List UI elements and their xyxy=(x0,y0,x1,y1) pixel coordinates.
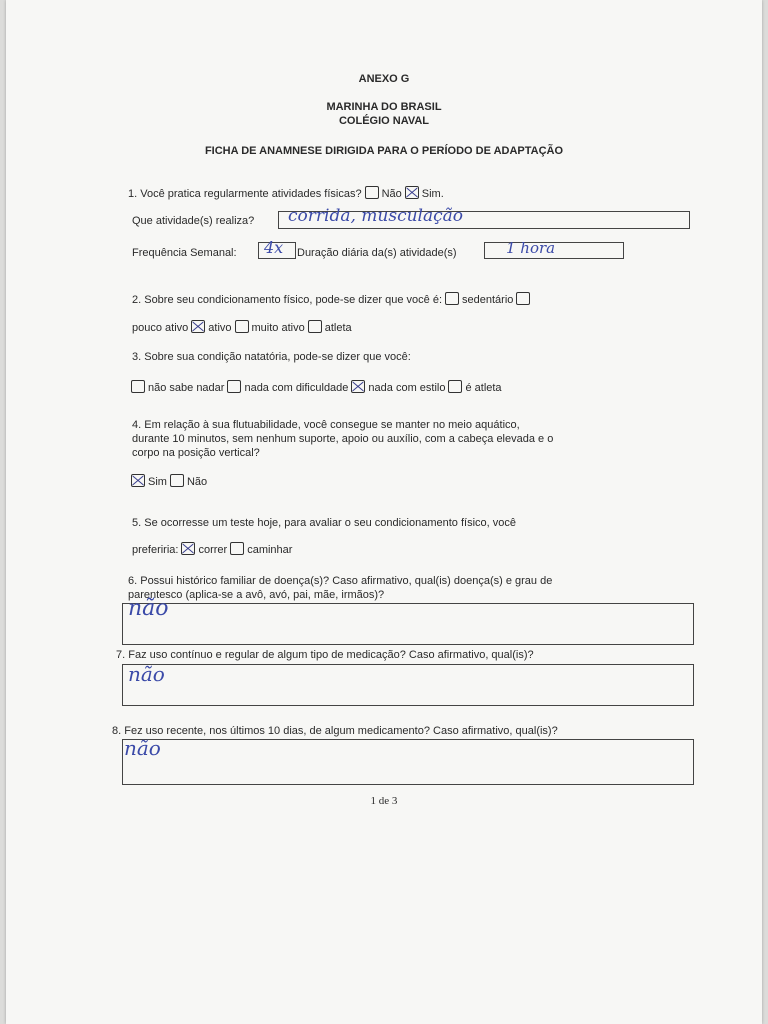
caminhar-checkbox[interactable] xyxy=(230,542,244,555)
q2-text: 2. Sobre seu condicionamento físico, pode-se dizer que você é: xyxy=(132,294,443,306)
q4-no-checkbox[interactable] xyxy=(170,474,184,487)
muito-ativo-label: muito ativo xyxy=(251,322,305,334)
q7-answer: não xyxy=(128,662,165,686)
q7-answer-box[interactable] xyxy=(122,664,694,706)
nada-estilo-checkbox[interactable] xyxy=(351,380,365,393)
q4-yes-label: Sim xyxy=(148,476,167,488)
q1-no-checkbox[interactable] xyxy=(365,186,379,199)
q4-line-1: 4. Em relação à sua flutuabilidade, você consegue se manter no meio aquático, xyxy=(132,419,520,431)
q3-options xyxy=(128,380,502,395)
pouco-ativo-checkbox[interactable] xyxy=(516,292,530,305)
correr-label: correr xyxy=(198,544,228,556)
q6-line-1: 6. Possui histórico familiar de doença(s)? Caso afirmativo, qual(is) doença(s) e grau de xyxy=(128,575,553,587)
school-name: COLÉGIO NAVAL xyxy=(338,115,430,127)
ativo-label: ativo xyxy=(208,322,232,334)
ativo-checkbox[interactable] xyxy=(191,320,205,333)
e-atleta-label: é atleta xyxy=(465,382,502,394)
frequency-answer: 4x xyxy=(264,238,284,257)
form-page xyxy=(6,0,762,1024)
q5-options xyxy=(132,542,292,557)
q1-line xyxy=(128,186,444,201)
q7-text: 7. Faz uso contínuo e regular de algum tipo de medicação? Caso afirmativo, qual(is)? xyxy=(116,649,534,661)
org-name: MARINHA DO BRASIL xyxy=(326,101,442,113)
nada-estilo-label: nada com estilo xyxy=(368,382,446,394)
q8-answer-box[interactable] xyxy=(122,739,694,785)
pouco-ativo-label: pouco ativo xyxy=(132,322,189,334)
q8-answer: não xyxy=(124,736,161,760)
muito-ativo-checkbox[interactable] xyxy=(235,320,249,333)
nada-dificuldade-label: nada com dificuldade xyxy=(244,382,349,394)
atleta-checkbox[interactable] xyxy=(308,320,322,333)
form-title: FICHA DE ANAMNESE DIRIGIDA PARA O PERÍODO DE ADAPTAÇÃO xyxy=(204,145,564,157)
q2-line-2 xyxy=(132,320,352,335)
q6-line-2: parentesco (aplica-se a avô, avó, pai, mãe, irmãos)? xyxy=(128,589,385,601)
sedentario-checkbox[interactable] xyxy=(445,292,459,305)
q1-yes-label: Sim. xyxy=(421,188,444,200)
nada-dificuldade-checkbox[interactable] xyxy=(227,380,241,393)
frequency-label: Frequência Semanal: xyxy=(132,247,237,259)
correr-checkbox[interactable] xyxy=(181,542,195,555)
e-atleta-checkbox[interactable] xyxy=(448,380,462,393)
duration-answer: 1 hora xyxy=(506,239,556,257)
q4-no-label: Não xyxy=(186,476,208,488)
q4-line-2: durante 10 minutos, sem nenhum suporte, apoio ou auxílio, com a cabeça elevada e o xyxy=(132,433,554,445)
atleta-label: atleta xyxy=(324,322,352,334)
q4-line-3: corpo na posição vertical? xyxy=(132,447,260,459)
nao-sabe-nadar-label: não sabe nadar xyxy=(148,382,225,394)
sedentario-label: sedentário xyxy=(462,294,514,306)
q8-text: 8. Fez uso recente, nos últimos 10 dias, de algum medicamento? Caso afirmativo, qual(is)? xyxy=(112,725,558,737)
q2-line xyxy=(132,292,533,307)
activity-answer: corrida, musculação xyxy=(288,206,463,226)
q1-no-label: Não xyxy=(381,188,402,200)
q6-answer-box[interactable] xyxy=(122,603,694,645)
nao-sabe-nadar-checkbox[interactable] xyxy=(131,380,145,393)
activity-label: Que atividade(s) realiza? xyxy=(132,215,255,227)
annex-label: ANEXO G xyxy=(358,73,410,85)
q4-yes-checkbox[interactable] xyxy=(131,474,145,487)
q6-answer: não xyxy=(128,596,169,621)
q4-options xyxy=(128,474,207,489)
q3-text: 3. Sobre sua condição natatória, pode-se dizer que você: xyxy=(132,351,411,363)
duration-label: Duração diária da(s) atividade(s) xyxy=(297,247,457,259)
page-number: 1 de 3 xyxy=(370,795,398,807)
q1-text: 1. Você pratica regularmente atividades físicas? xyxy=(128,188,362,200)
q5-text: 5. Se ocorresse um teste hoje, para avaliar o seu condicionamento físico, você xyxy=(132,517,516,529)
caminhar-label: caminhar xyxy=(247,544,293,556)
q1-yes-checkbox[interactable] xyxy=(405,186,419,199)
prefer-label: preferiria: xyxy=(132,544,179,556)
